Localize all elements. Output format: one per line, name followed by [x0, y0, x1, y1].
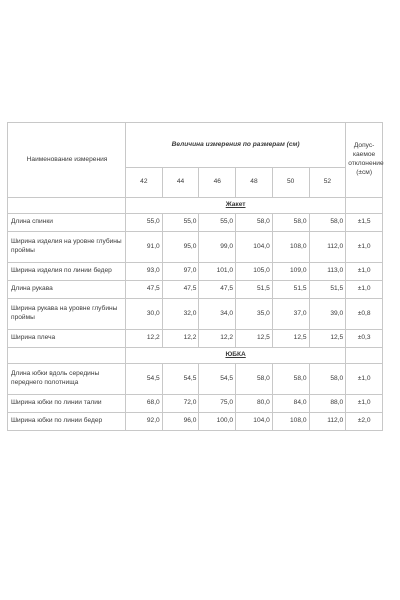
measure-name-header: Наименование измерения	[8, 123, 126, 198]
size-value: 72,0	[162, 395, 199, 413]
jacket-rows	[8, 214, 383, 348]
size-value: 12,2	[199, 330, 236, 348]
size-measurement-table	[7, 122, 383, 431]
table-row	[8, 364, 383, 395]
size-value: 32,0	[162, 299, 199, 330]
section-title-skirt: ЮБКА	[126, 348, 346, 364]
size-value: 88,0	[309, 395, 346, 413]
section-row	[8, 198, 383, 214]
table-row	[8, 232, 383, 263]
size-value: 96,0	[162, 413, 199, 431]
size-value: 58,0	[236, 214, 273, 232]
tolerance-header: Допус-каемое отклонение (±см)	[346, 123, 383, 198]
tolerance-value: ±0,8	[346, 299, 383, 330]
size-value: 55,0	[162, 214, 199, 232]
size-value: 51,5	[309, 281, 346, 299]
size-value: 99,0	[199, 232, 236, 263]
size-value: 92,0	[126, 413, 163, 431]
measurement-name: Ширина изделия по линии бедер	[8, 263, 126, 281]
size-value: 12,5	[309, 330, 346, 348]
size-value: 54,5	[162, 364, 199, 395]
size-value: 95,0	[162, 232, 199, 263]
size-value: 108,0	[272, 232, 309, 263]
size-value: 12,5	[272, 330, 309, 348]
size-value: 58,0	[309, 214, 346, 232]
size-value: 54,5	[126, 364, 163, 395]
tolerance-value: ±0,3	[346, 330, 383, 348]
size-value: 51,5	[272, 281, 309, 299]
table-row	[8, 395, 383, 413]
size-value: 84,0	[272, 395, 309, 413]
measurement-name: Длина спинки	[8, 214, 126, 232]
size-value: 104,0	[236, 413, 273, 431]
tolerance-value: ±1,0	[346, 281, 383, 299]
measurement-name: Ширина изделия на уровне глубины проймы	[8, 232, 126, 263]
size-header: 44	[162, 168, 199, 198]
table-row	[8, 413, 383, 431]
size-header: 42	[126, 168, 163, 198]
size-value: 113,0	[309, 263, 346, 281]
tolerance-value: ±1,0	[346, 395, 383, 413]
size-value: 55,0	[199, 214, 236, 232]
size-value: 55,0	[126, 214, 163, 232]
section-row	[8, 348, 383, 364]
tolerance-value: ±1,0	[346, 232, 383, 263]
size-header: 48	[236, 168, 273, 198]
size-value: 75,0	[199, 395, 236, 413]
sizes-title-header: Величина измерения по размерам (см)	[126, 123, 346, 168]
tolerance-value: ±1,5	[346, 214, 383, 232]
size-value: 12,2	[126, 330, 163, 348]
size-value: 30,0	[126, 299, 163, 330]
tolerance-value: ±1,0	[346, 364, 383, 395]
size-value: 35,0	[236, 299, 273, 330]
section-title-jacket: Жакет	[126, 198, 346, 214]
size-value: 104,0	[236, 232, 273, 263]
size-value: 91,0	[126, 232, 163, 263]
size-value: 100,0	[199, 413, 236, 431]
table-row	[8, 299, 383, 330]
tolerance-value: ±1,0	[346, 263, 383, 281]
table-row	[8, 214, 383, 232]
size-chart-sheet	[7, 122, 383, 431]
size-value: 54,5	[199, 364, 236, 395]
size-value: 12,2	[162, 330, 199, 348]
table-row	[8, 281, 383, 299]
table-row	[8, 330, 383, 348]
size-value: 39,0	[309, 299, 346, 330]
size-value: 47,5	[199, 281, 236, 299]
header-row	[8, 123, 383, 168]
skirt-rows	[8, 364, 383, 431]
size-value: 80,0	[236, 395, 273, 413]
size-value: 58,0	[309, 364, 346, 395]
size-value: 101,0	[199, 263, 236, 281]
size-value: 112,0	[309, 232, 346, 263]
size-value: 37,0	[272, 299, 309, 330]
size-value: 68,0	[126, 395, 163, 413]
size-value: 109,0	[272, 263, 309, 281]
size-header: 52	[309, 168, 346, 198]
size-value: 58,0	[236, 364, 273, 395]
size-value: 51,5	[236, 281, 273, 299]
size-value: 112,0	[309, 413, 346, 431]
size-value: 58,0	[272, 214, 309, 232]
table-row	[8, 263, 383, 281]
size-value: 47,5	[126, 281, 163, 299]
measurement-name: Длина рукава	[8, 281, 126, 299]
size-value: 97,0	[162, 263, 199, 281]
size-header: 50	[272, 168, 309, 198]
size-value: 108,0	[272, 413, 309, 431]
measurement-name: Длина юбки вдоль середины переднего полотнища	[8, 364, 126, 395]
size-value: 12,5	[236, 330, 273, 348]
measurement-name: Ширина плеча	[8, 330, 126, 348]
size-value: 47,5	[162, 281, 199, 299]
size-value: 93,0	[126, 263, 163, 281]
tolerance-value: ±2,0	[346, 413, 383, 431]
size-value: 105,0	[236, 263, 273, 281]
size-header: 46	[199, 168, 236, 198]
size-value: 34,0	[199, 299, 236, 330]
size-value: 58,0	[272, 364, 309, 395]
measurement-name: Ширина юбки по линии талии	[8, 395, 126, 413]
measurement-name: Ширина юбки по линии бедер	[8, 413, 126, 431]
measurement-name: Ширина рукава на уровне глубины проймы	[8, 299, 126, 330]
